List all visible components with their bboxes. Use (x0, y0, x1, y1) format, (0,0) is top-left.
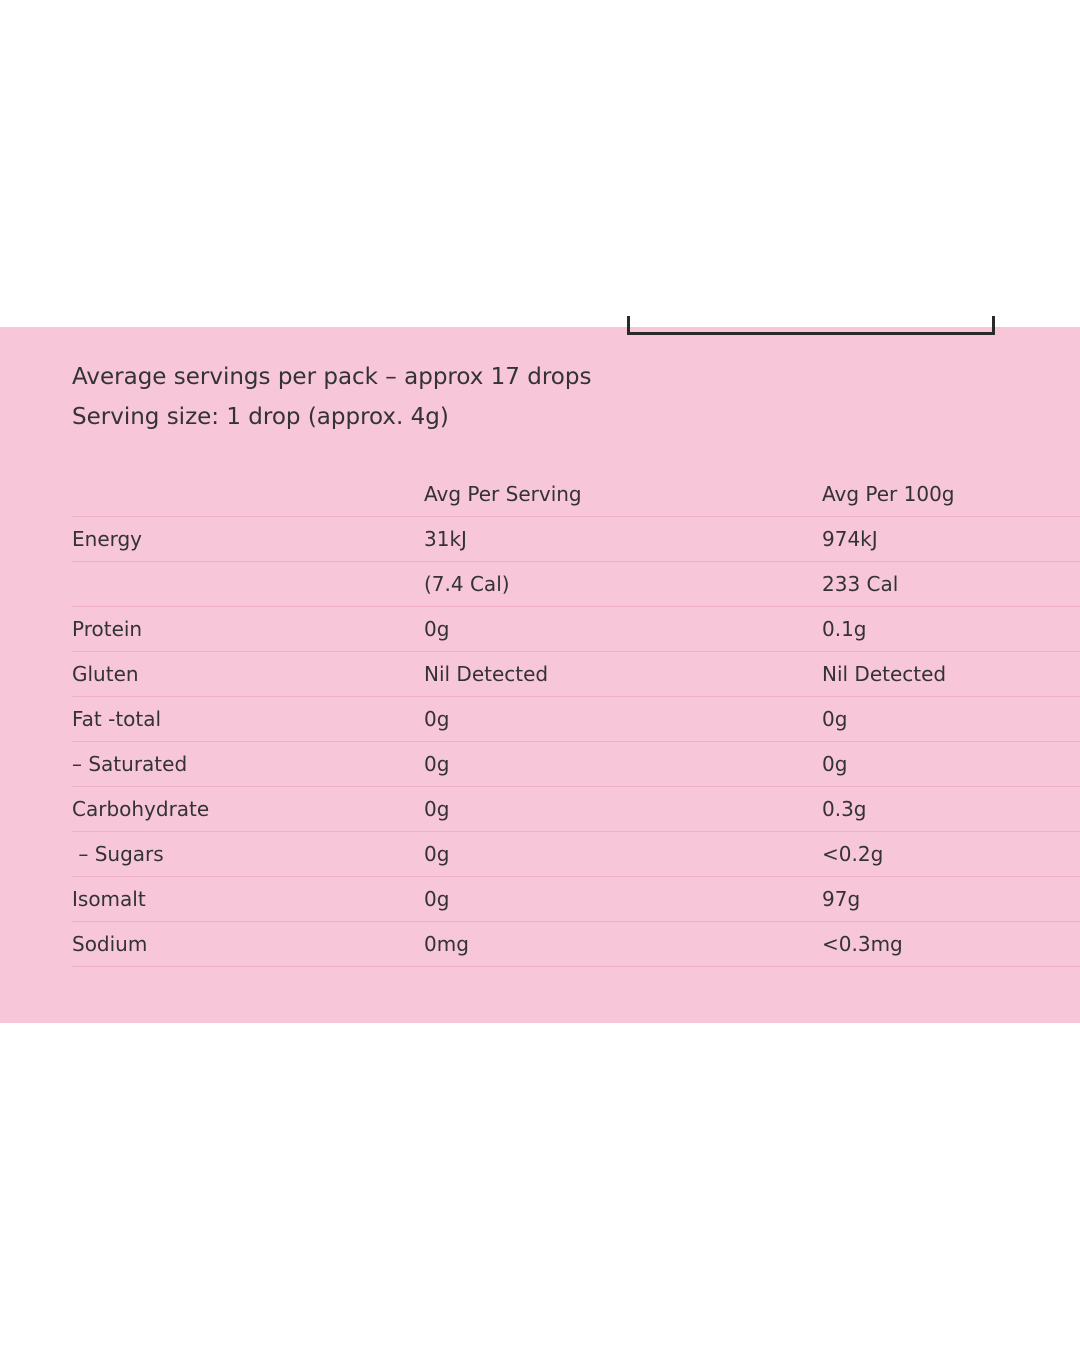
per-100g-value: 0.3g (822, 787, 1080, 832)
nutrient-column-header (72, 471, 424, 517)
per-serving-value: 0g (424, 832, 822, 877)
nutrient-name: Isomalt (72, 877, 424, 922)
table-row (72, 922, 1080, 967)
serving-size-text: Serving size: 1 drop (approx. 4g) (72, 404, 449, 430)
per-100g-value: Nil Detected (822, 652, 1080, 697)
servings-per-pack-text: Average servings per pack – approx 17 drops (72, 364, 592, 390)
table-row (72, 697, 1080, 742)
per-100g-value: 0.1g (822, 607, 1080, 652)
per-serving-value: 0g (424, 877, 822, 922)
table-row (72, 832, 1080, 877)
nutrition-intro (72, 357, 591, 437)
per-100g-value: 0g (822, 742, 1080, 787)
table-row (72, 742, 1080, 787)
tab-outline (627, 316, 995, 335)
nutrient-name: Energy (72, 517, 424, 562)
per-serving-value: 0mg (424, 922, 822, 967)
per-100g-value: 97g (822, 877, 1080, 922)
per-serving-value: 0g (424, 787, 822, 832)
nutrient-name: Gluten (72, 652, 424, 697)
per-serving-value: 31kJ (424, 517, 822, 562)
table-header-row (72, 471, 1080, 517)
nutrient-name: Carbohydrate (72, 787, 424, 832)
nutrient-name (72, 562, 424, 607)
per-100g-value: <0.2g (822, 832, 1080, 877)
nutrient-name: Sodium (72, 922, 424, 967)
per-serving-value: (7.4 Cal) (424, 562, 822, 607)
per-100g-column-header: Avg Per 100g (822, 471, 1080, 517)
table-row (72, 877, 1080, 922)
nutrition-table (72, 471, 1080, 967)
per-100g-value: <0.3mg (822, 922, 1080, 967)
table-row (72, 607, 1080, 652)
per-serving-value: 0g (424, 697, 822, 742)
table-row (72, 517, 1080, 562)
nutrient-name: Fat -total (72, 697, 424, 742)
per-100g-value: 974kJ (822, 517, 1080, 562)
nutrient-name: Protein (72, 607, 424, 652)
nutrient-name: – Sugars (72, 832, 424, 877)
table-row (72, 562, 1080, 607)
per-serving-column-header: Avg Per Serving (424, 471, 822, 517)
per-serving-value: Nil Detected (424, 652, 822, 697)
per-serving-value: 0g (424, 607, 822, 652)
per-100g-value: 0g (822, 697, 1080, 742)
table-row (72, 787, 1080, 832)
per-100g-value: 233 Cal (822, 562, 1080, 607)
nutrient-name: – Saturated (72, 742, 424, 787)
table-row (72, 652, 1080, 697)
per-serving-value: 0g (424, 742, 822, 787)
